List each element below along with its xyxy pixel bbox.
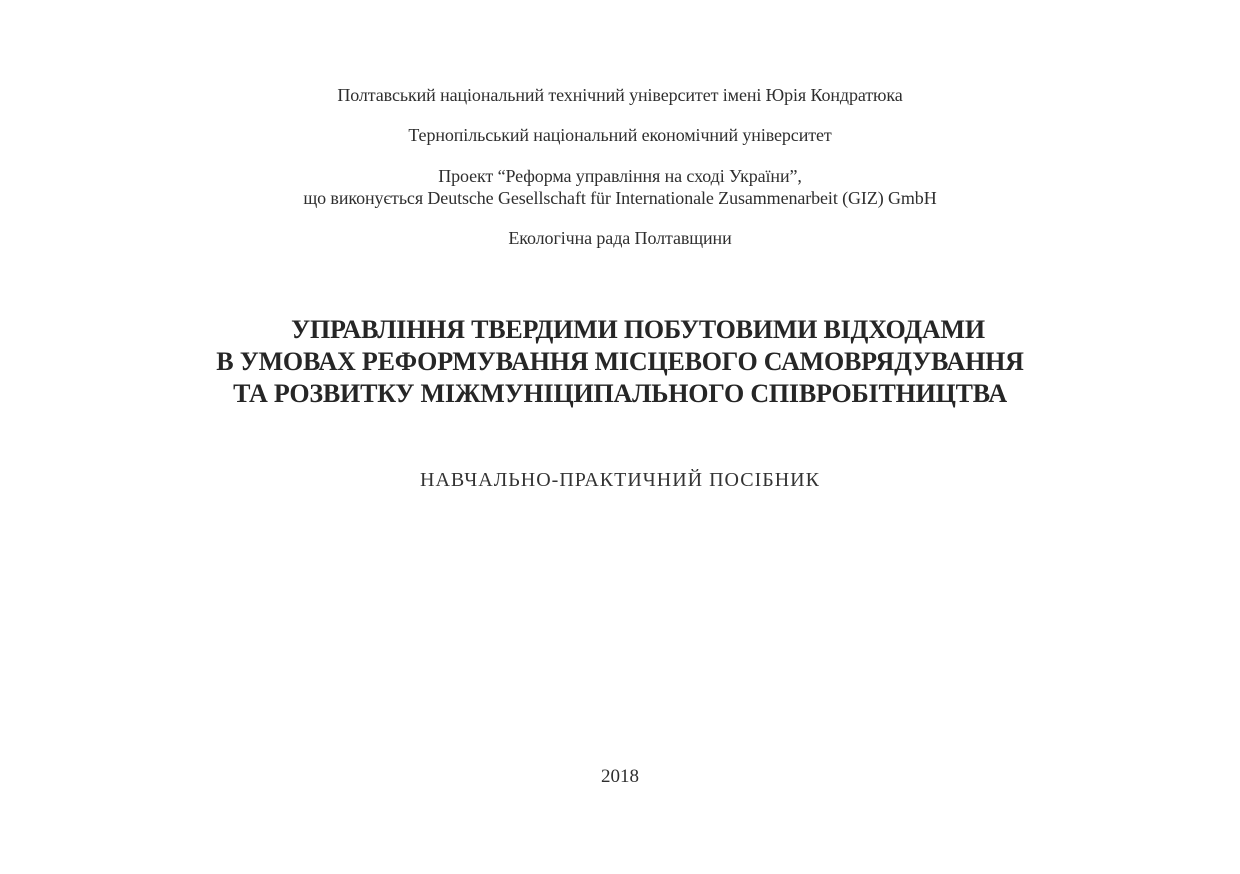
project-line-2: що виконується Deutsche Gesellschaft für Internationale Zusammenarbeit (GIZ) GmbH <box>303 188 937 208</box>
project-line-1: Проект “Реформа управління на сході України”, <box>438 166 802 186</box>
university-poltava: Полтавський національний технічний університет імені Юрія Кондратюка <box>337 85 903 105</box>
title-line-3: ТА РОЗВИТКУ МІЖМУНІЦИПАЛЬНОГО СПІВРОБІТНИЦТВА <box>233 379 1007 408</box>
title-line-1: УПРАВЛІННЯ ТВЕРДИМИ ПОБУТОВИМИ ВІДХОДАМИ <box>291 315 985 344</box>
ecological-council: Екологічна рада Полтавщини <box>508 228 732 248</box>
publication-year: 2018 <box>601 766 639 787</box>
title-line-2: В УМОВАХ РЕФОРМУВАННЯ МІСЦЕВОГО САМОВРЯДУВАННЯ <box>216 347 1024 376</box>
document-type: НАВЧАЛЬНО-ПРАКТИЧНИЙ ПОСІБНИК <box>420 469 820 491</box>
university-ternopil: Тернопільський національний економічний університет <box>408 125 832 145</box>
